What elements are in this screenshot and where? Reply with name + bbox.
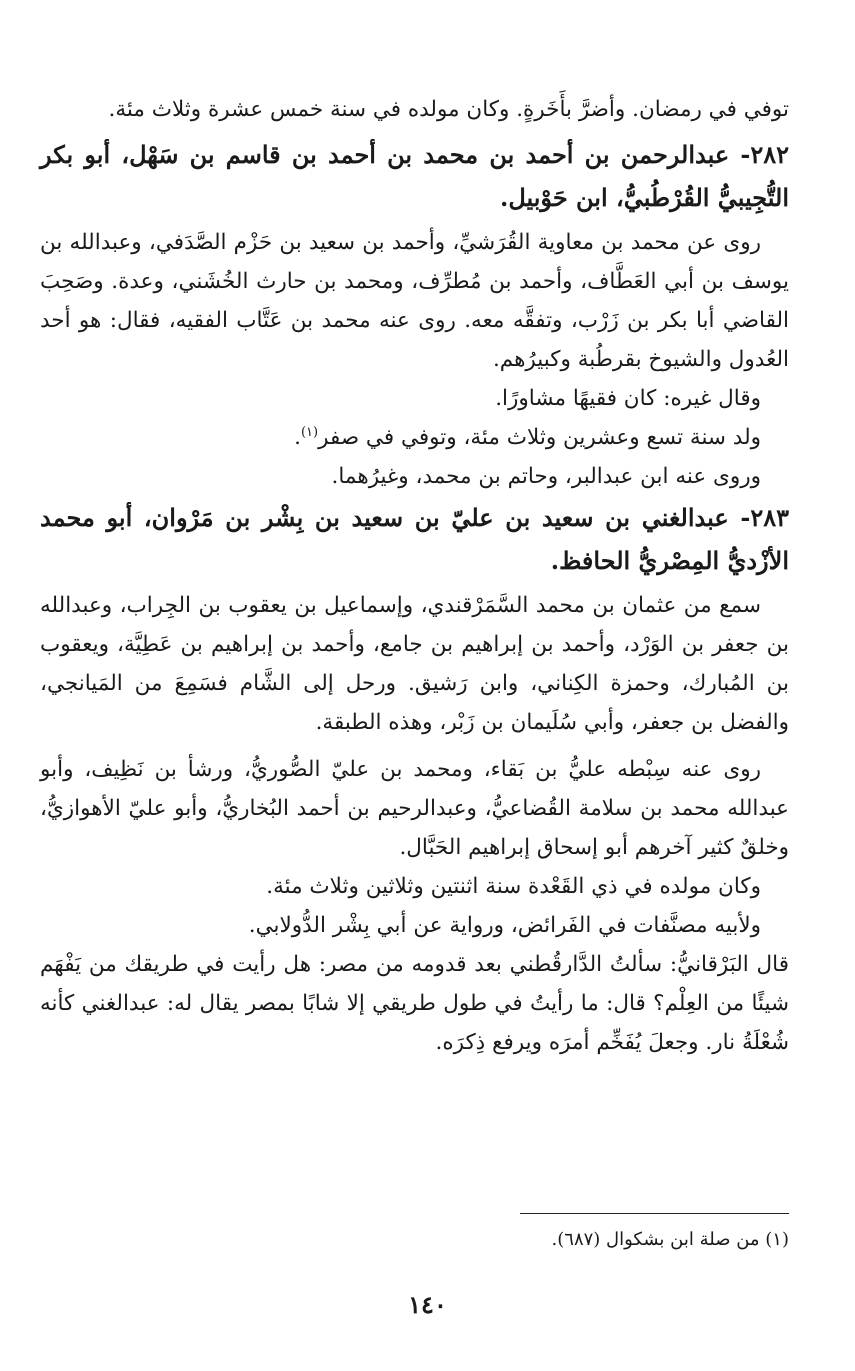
text-line: قال البَرْقانيُّ: سألتُ الدَّارقُطني بعد قدومه من مصر: هل رأيت في: [196, 952, 789, 977]
text-line: الجِراب، وعبدالله بن جعفر بن الوَرْد، وأحمد بن إبراهيم بن جامع، وأحمد بن: [40, 593, 789, 657]
text-line: يقال له: عبدالغني كأنه شُعْلَةُ نار. وجعلَ يُفَخِّم أمرَه ويرفع ذِكرَه.: [40, 991, 789, 1055]
page-body: [40, 90, 789, 1062]
text-line: سمع من عثمان بن محمد السَّمَرْقندي، وإسماعيل بن يعقوب بن: [198, 593, 761, 618]
footnote: (١) من صلة ابن بشكوال (٦٨٧).: [551, 1229, 789, 1250]
text-line: وكان مولده في ذي القَعْدة سنة اثنتين وثلاثين وثلاث مئة.: [266, 874, 761, 899]
text-line: محمد بن عَتَّاب الفقيه، فقال: هو أحد العُدول والشيوخ بقرطُبة وكبيرُهم.: [40, 308, 789, 372]
text-line: إلى الشَّام فسَمِعَ من المَيانجي، والفضل بن جعفر، وأبي سُلَيمان بن زَبْر،: [40, 671, 789, 735]
text-line: توفي في رمضان. وأضرَّ بأَخَرةٍ. وكان مولده في سنة خمس عشرة: [208, 97, 789, 122]
heading-line: ٢٨٢- عبدالرحمن بن أحمد بن محمد بن أحمد بن قاسم بن سَهْل،: [121, 140, 789, 169]
footnote-reference: (١): [300, 424, 319, 440]
paragraph-opinion: [40, 379, 789, 418]
heading-line: محمد الأزْديُّ المِصْريُّ الحافظ.: [40, 503, 789, 575]
text-line: وثلاث مئة.: [108, 97, 202, 122]
paragraph-continuation: [40, 90, 789, 129]
text-line: الخُشَني، وعدة. وصَحِبَ القاضي أبا بكر بن زَرْب، وتفقَّه معه. روى عنه: [40, 269, 790, 333]
text-line: وروى عنه ابن عبدالبر، وحاتم بن محمد، وغيرُهما.: [331, 464, 761, 489]
text-line: إبراهيم بن عَطِيَّة، ويعقوب بن المُبارك، وحمزة الكِناني، وابن رَشيق. ورحل: [40, 632, 789, 696]
footnote-separator: [520, 1213, 789, 1214]
text-line: ولأبيه مصنَّفات في الفَرائض، ورواية عن أبي بِشْر الدُّولابي.: [248, 913, 761, 938]
text-line: ولد سنة تسع وعشرين وثلاث مئة، وتوفي في صفر: [318, 425, 761, 450]
paragraph-transmitters: [40, 457, 789, 496]
paragraph-teachers: [40, 586, 789, 742]
text-line: طريقك من يَفْهَم شيئًا من العِلْم؟ قال: ما رأيتُ في طول طريقي إلا شابًا بمصر: [40, 952, 789, 1016]
paragraph-narrators: [40, 223, 789, 379]
text-line: وقال غيره: كان فقيهًا مشاورًا.: [495, 386, 761, 411]
text-line: نَظِيف، وأبو عبدالله محمد بن سلامة القُضاعيُّ، وعبدالرحيم بن أحمد: [40, 757, 790, 821]
text-line: البُخاريُّ، وأبو عليّ الأهوازيُّ، وخلقٌ كثير آخرهم أبو إسحاق إبراهيم الحَبَّال.: [40, 796, 789, 860]
paragraph-birth: [40, 867, 789, 906]
text-line: وهذه الطبقة.: [315, 710, 433, 735]
text-line: روى عنه سِبْطه عليُّ بن بَقاء، ومحمد بن عليّ الصُّوريُّ، ورشأ بن: [154, 757, 761, 782]
heading-line: ٢٨٣- عبدالغني بن سعيد بن عليّ بن سعيد بن بِشْر بن مَرْوان، أبو: [106, 503, 789, 532]
paragraph-father: [40, 906, 789, 945]
entry-heading-282: [40, 133, 789, 219]
entry-heading-283: [40, 496, 789, 582]
page-number: ١٤٠: [408, 1290, 447, 1319]
paragraph-birth-death: [40, 418, 789, 457]
heading-line: أبو بكر التُّجِيبيُّ القُرْطُبيُّ، ابن حَوْبيل.: [40, 140, 789, 212]
text-line: وعبدالله بن يوسف بن أبي العَطَّاف، وأحمد بن مُطرِّف، ومحمد بن حارث: [40, 230, 789, 294]
text-line: .: [294, 425, 301, 450]
paragraph-barqani-quote: [40, 945, 789, 1062]
text-line: روى عن محمد بن معاوية القُرَشيِّ، وأحمد بن سعيد بن حَزْم الصَّدَفي،: [148, 230, 761, 255]
paragraph-students: [40, 750, 789, 867]
